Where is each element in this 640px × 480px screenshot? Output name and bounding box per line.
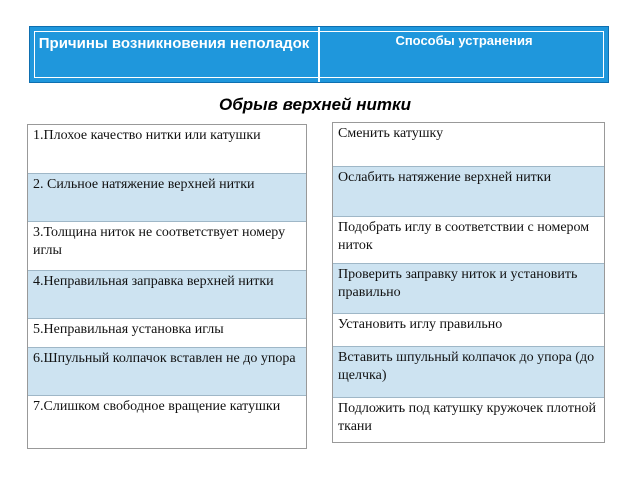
remedies-column — [332, 122, 605, 443]
header-causes: Причины возникновения неполадок — [30, 27, 320, 82]
cause-row-3: 3.Толщина ниток не соответствует номеру иглы — [28, 222, 306, 271]
section-title: Обрыв верхней нитки — [219, 95, 411, 114]
remedy-row-4: Проверить заправку ниток и установить правильно — [333, 264, 604, 314]
remedy-row-1: Сменить катушку — [333, 123, 604, 167]
remedy-row-7: Подложить под катушку кружочек плотной ткани — [333, 398, 604, 442]
cause-row-5: 5.Неправильная установка иглы — [28, 319, 306, 348]
remedy-row-2: Ослабить натяжение верхней нитки — [333, 167, 604, 217]
cause-row-4: 4.Неправильная заправка верхней нитки — [28, 271, 306, 319]
cause-row-6: 6.Шпульный колпачок вставлен не до упора — [28, 348, 306, 396]
cause-row-7: 7.Слишком свободное вращение катушки — [28, 396, 306, 448]
remedy-row-6: Вставить шпульный колпачок до упора (до щелчка) — [333, 347, 604, 398]
causes-column — [27, 124, 307, 449]
remedy-row-5: Установить иглу правильно — [333, 314, 604, 347]
cause-row-2: 2. Сильное натяжение верхней нитки — [28, 174, 306, 222]
header-remedies: Способы устранения — [395, 33, 533, 48]
table-header — [29, 26, 609, 83]
cause-row-1: 1.Плохое качество нитки или катушки — [28, 125, 306, 174]
remedy-row-3: Подобрать иглу в соответствии с номером ниток — [333, 217, 604, 264]
